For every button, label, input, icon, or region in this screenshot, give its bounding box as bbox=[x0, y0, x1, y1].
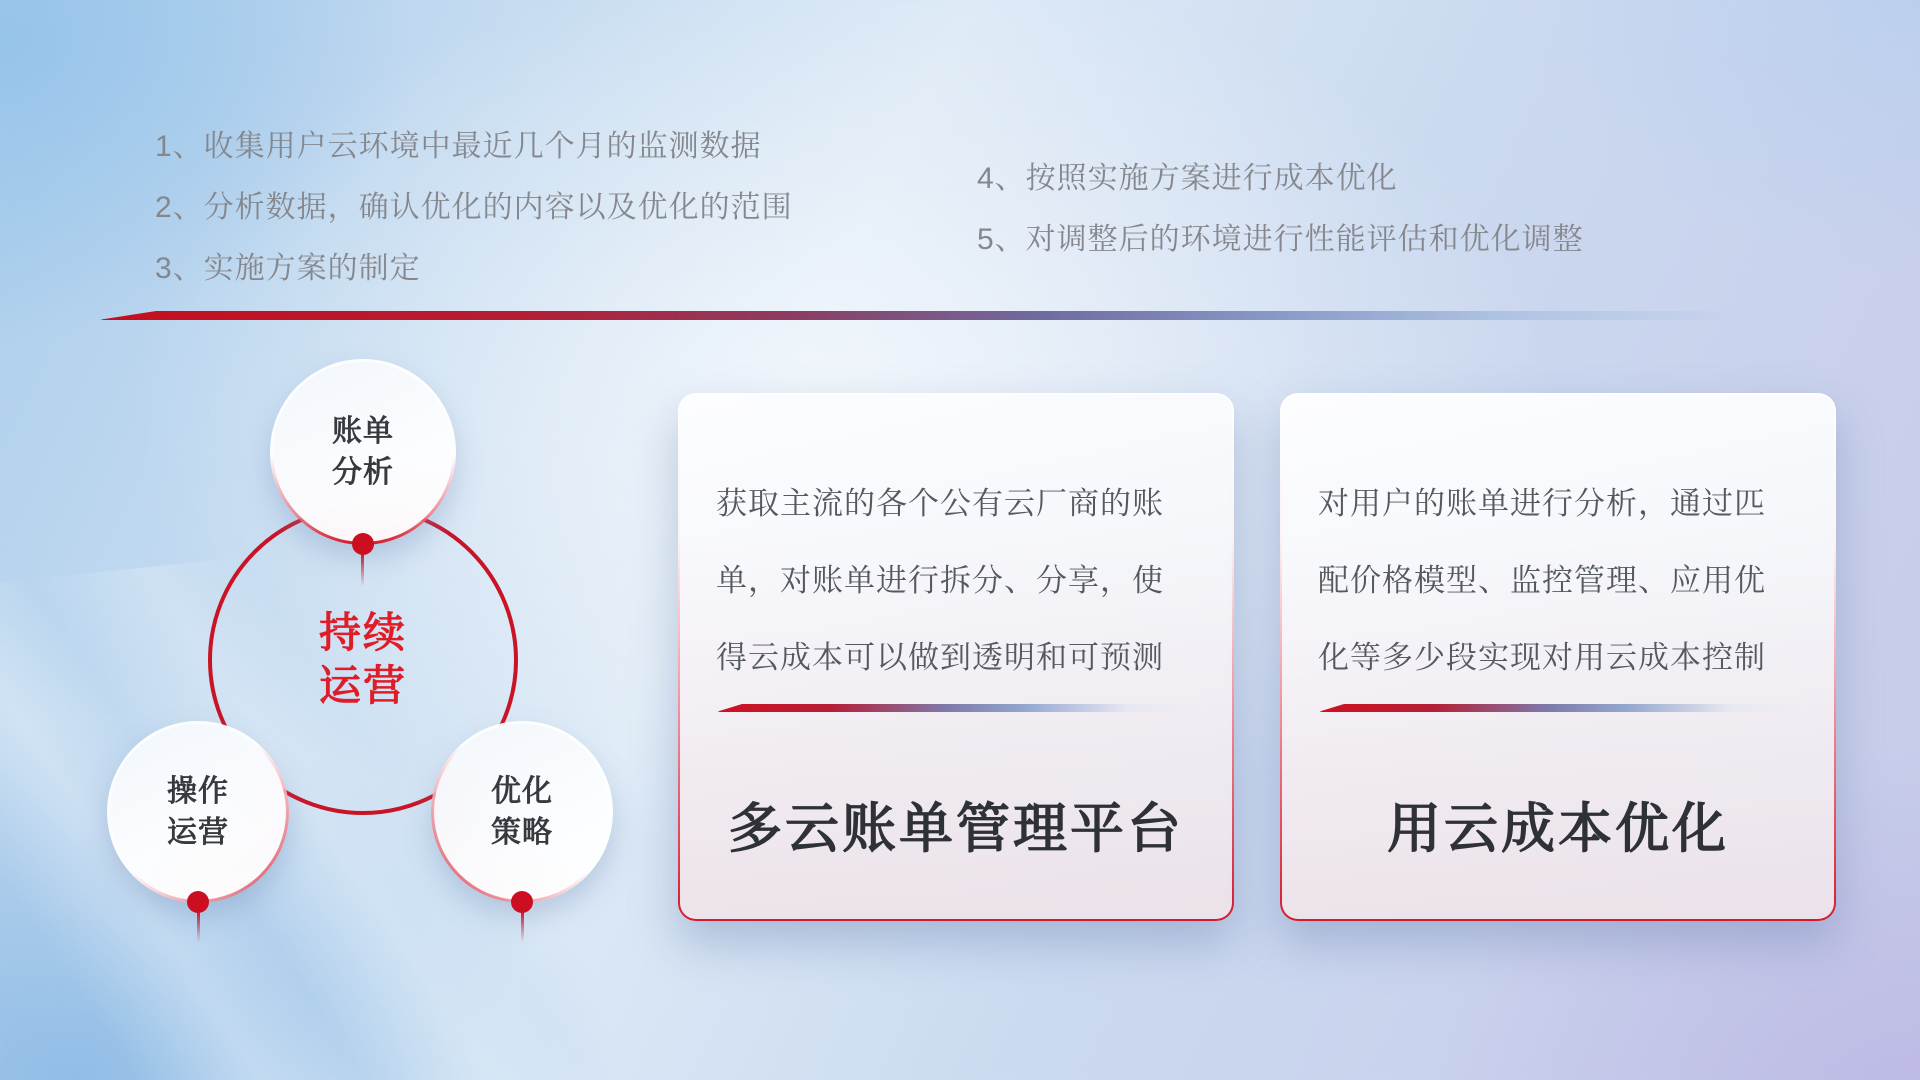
card-body-line: 对用户的账单进行分析，通过匹 bbox=[1318, 486, 1766, 521]
cycle-center-line: 运营 bbox=[318, 662, 407, 709]
section-divider bbox=[98, 311, 1845, 320]
connector-stem bbox=[361, 553, 364, 586]
cycle-node-label: 账单 分析 bbox=[273, 362, 453, 542]
card-title: 用云成本优化 bbox=[1387, 799, 1729, 859]
cycle-node-label: 优化 策略 bbox=[434, 724, 610, 900]
cycle-node-optimization-strategy bbox=[431, 721, 613, 903]
step-item: 5、对调整后的环境进行性能评估和优化调整 bbox=[977, 223, 1584, 256]
step-item: 3、实施方案的制定 bbox=[155, 252, 421, 285]
connector-dot bbox=[352, 533, 374, 555]
info-card-cost-optimization bbox=[1280, 393, 1836, 921]
step-item: 1、收集用户云环境中最近几个月的监测数据 bbox=[155, 130, 762, 163]
card-body-line: 配价格模型、监控管理、应用优 bbox=[1318, 563, 1766, 598]
connector-dot bbox=[187, 891, 209, 913]
connector-stem bbox=[197, 911, 200, 942]
card-body bbox=[1318, 465, 1798, 696]
card-body-line: 得云成本可以做到透明和可预测 bbox=[716, 640, 1164, 675]
info-card-billing-platform bbox=[678, 393, 1234, 921]
step-item: 4、按照实施方案进行成本优化 bbox=[977, 162, 1398, 195]
cycle-node-operation bbox=[107, 721, 289, 903]
card-divider bbox=[1318, 704, 1798, 712]
connector-stem bbox=[521, 911, 524, 942]
card-body bbox=[716, 465, 1196, 696]
card-title: 多云账单管理平台 bbox=[728, 799, 1184, 859]
card-body-line: 化等多少段实现对用云成本控制 bbox=[1318, 640, 1766, 675]
connector-dot bbox=[511, 891, 533, 913]
step-item: 2、分析数据，确认优化的内容以及优化的范围 bbox=[155, 191, 793, 224]
card-body-line: 单，对账单进行拆分、分享，使 bbox=[716, 563, 1164, 598]
cycle-center-line: 持续 bbox=[318, 609, 407, 656]
process-steps-left bbox=[155, 116, 793, 299]
card-divider bbox=[716, 704, 1196, 712]
card-body-line: 获取主流的各个公有云厂商的账 bbox=[716, 486, 1164, 521]
cycle-node-billing-analysis bbox=[270, 359, 456, 545]
cycle-center-label bbox=[208, 606, 518, 712]
cycle-node-label: 操作 运营 bbox=[110, 724, 286, 900]
process-steps-right bbox=[977, 148, 1584, 270]
